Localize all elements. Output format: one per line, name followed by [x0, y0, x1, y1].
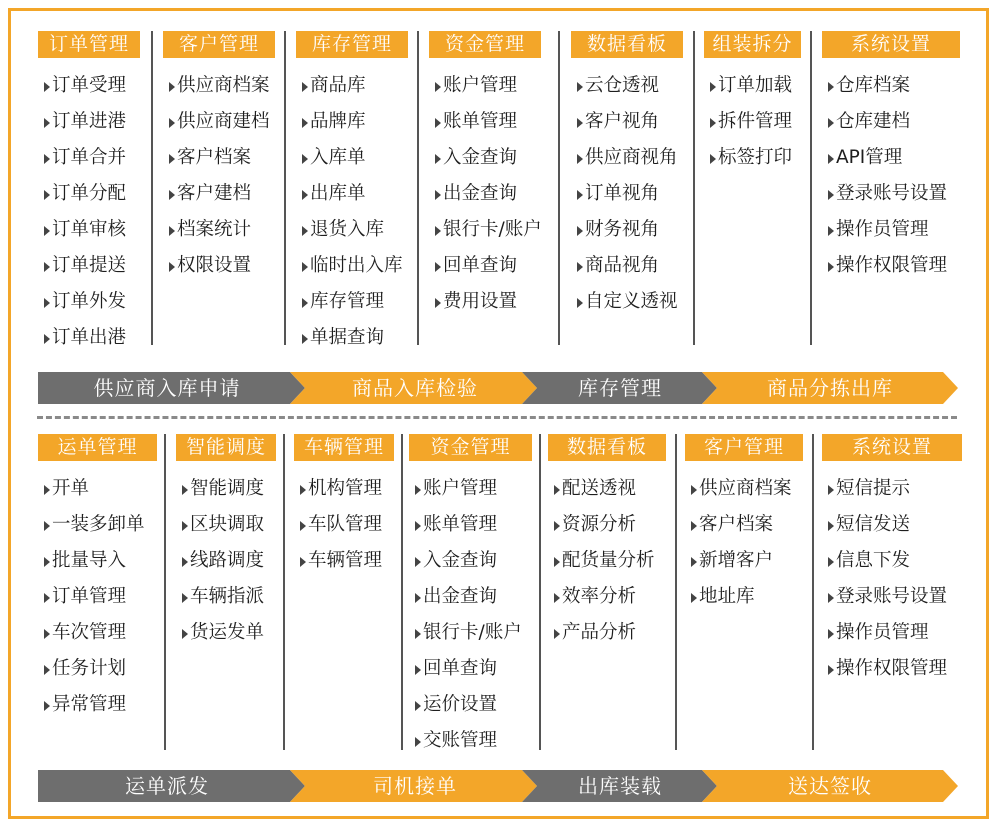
list-item-label: 退货入库 [310, 219, 385, 240]
list-item-label: 银行卡/账户 [423, 622, 522, 643]
list-item-label: 运价设置 [423, 694, 498, 715]
triangle-bullet-icon [44, 334, 50, 344]
triangle-bullet-icon [302, 298, 308, 308]
triangle-bullet-icon [828, 118, 834, 128]
list-item-label: 客户视角 [585, 111, 660, 132]
list-item-label: 一装多卸单 [52, 514, 145, 535]
column-divider [812, 434, 814, 750]
column-header: 数据看板 [548, 434, 666, 461]
list-item-label: 费用设置 [443, 291, 518, 312]
triangle-bullet-icon [577, 154, 583, 164]
column-divider [401, 434, 403, 750]
list-item-label: 出金查询 [423, 586, 498, 607]
list-item-label: 出库单 [310, 183, 366, 204]
triangle-bullet-icon [44, 521, 50, 531]
list-item-label: 银行卡/账户 [443, 219, 542, 240]
triangle-bullet-icon [828, 82, 834, 92]
triangle-bullet-icon [691, 485, 697, 495]
triangle-bullet-icon [577, 118, 583, 128]
triangle-bullet-icon [44, 593, 50, 603]
list-item-label: 供应商视角 [585, 147, 678, 168]
triangle-bullet-icon [435, 82, 441, 92]
triangle-bullet-icon [44, 190, 50, 200]
column-divider [164, 434, 166, 750]
triangle-bullet-icon [710, 82, 716, 92]
triangle-bullet-icon [828, 485, 834, 495]
list-item-label: 入库单 [310, 147, 366, 168]
section-divider [37, 416, 957, 419]
list-item-label: 操作员管理 [836, 219, 929, 240]
column-header: 组装拆分 [704, 31, 801, 58]
list-item-label: 交账管理 [423, 730, 498, 751]
triangle-bullet-icon [302, 118, 308, 128]
list-item-label: 配货量分析 [562, 550, 655, 571]
list-item-label: 订单进港 [52, 111, 127, 132]
triangle-bullet-icon [435, 118, 441, 128]
list-item-label: 标签打印 [718, 147, 793, 168]
list-item-label: 库存管理 [310, 291, 385, 312]
triangle-bullet-icon [435, 154, 441, 164]
list-item-label: 任务计划 [52, 658, 127, 679]
triangle-bullet-icon [182, 485, 188, 495]
list-item-label: 仓库档案 [836, 75, 911, 96]
list-item-label: 订单提送 [52, 255, 127, 276]
list-item-label: 商品库 [310, 75, 366, 96]
list-item-label: 开单 [52, 478, 90, 499]
triangle-bullet-icon [691, 521, 697, 531]
list-item-label: 登录账号设置 [836, 183, 948, 204]
list-item-label: 资源分析 [562, 514, 637, 535]
list-item-label: 客户档案 [177, 147, 252, 168]
list-item-label: 品牌库 [310, 111, 366, 132]
list-item-label: 货运发单 [190, 622, 265, 643]
triangle-bullet-icon [302, 226, 308, 236]
triangle-bullet-icon [554, 521, 560, 531]
triangle-bullet-icon [577, 262, 583, 272]
triangle-bullet-icon [44, 629, 50, 639]
column-header: 运单管理 [38, 434, 157, 461]
list-item-label: 档案统计 [177, 219, 252, 240]
triangle-bullet-icon [415, 521, 421, 531]
triangle-bullet-icon [182, 593, 188, 603]
list-item-label: 订单出港 [52, 327, 127, 348]
list-item-label: 产品分析 [562, 622, 637, 643]
list-item-label: 订单管理 [52, 586, 127, 607]
triangle-bullet-icon [577, 298, 583, 308]
list-item-label: 单据查询 [310, 327, 385, 348]
triangle-bullet-icon [182, 557, 188, 567]
column-header: 车辆管理 [294, 434, 394, 461]
flow-label-2: 司机接单 [373, 774, 457, 798]
triangle-bullet-icon [44, 298, 50, 308]
triangle-bullet-icon [44, 154, 50, 164]
list-item-label: 车辆指派 [190, 586, 265, 607]
list-item-label: 订单分配 [52, 183, 127, 204]
triangle-bullet-icon [44, 262, 50, 272]
triangle-bullet-icon [415, 557, 421, 567]
column-header: 订单管理 [38, 31, 140, 58]
column-header: 系统设置 [822, 434, 962, 461]
triangle-bullet-icon [44, 82, 50, 92]
list-item-label: 账单管理 [443, 111, 518, 132]
triangle-bullet-icon [435, 190, 441, 200]
triangle-bullet-icon [435, 226, 441, 236]
column-header: 客户管理 [163, 31, 275, 58]
list-item-label: 登录账号设置 [836, 586, 948, 607]
column-divider [810, 31, 812, 345]
triangle-bullet-icon [828, 262, 834, 272]
list-item-label: 自定义透视 [585, 291, 678, 312]
triangle-bullet-icon [828, 629, 834, 639]
list-item-label: 临时出入库 [310, 255, 403, 276]
triangle-bullet-icon [415, 485, 421, 495]
triangle-bullet-icon [44, 485, 50, 495]
list-item-label: 机构管理 [308, 478, 383, 499]
triangle-bullet-icon [554, 557, 560, 567]
list-item-label: 订单审核 [52, 219, 127, 240]
triangle-bullet-icon [169, 226, 175, 236]
triangle-bullet-icon [554, 485, 560, 495]
triangle-bullet-icon [169, 82, 175, 92]
triangle-bullet-icon [302, 334, 308, 344]
column-header: 系统设置 [822, 31, 960, 58]
triangle-bullet-icon [415, 665, 421, 675]
column-header: 客户管理 [685, 434, 803, 461]
column-header: 数据看板 [571, 31, 683, 58]
list-item-label: 车队管理 [308, 514, 383, 535]
list-item-label: 短信提示 [836, 478, 911, 499]
column-divider [558, 31, 560, 345]
column-divider [539, 434, 541, 750]
list-item-label: 权限设置 [177, 255, 252, 276]
list-item-label: 订单受理 [52, 75, 127, 96]
flow-label-2: 商品入库检验 [352, 376, 478, 400]
triangle-bullet-icon [44, 118, 50, 128]
list-item-label: 操作权限管理 [836, 255, 948, 276]
column-divider [693, 31, 695, 345]
list-item-label: 区块调取 [190, 514, 265, 535]
list-item-label: 短信发送 [836, 514, 911, 535]
list-item-label: 批量导入 [52, 550, 127, 571]
column-header: 库存管理 [296, 31, 408, 58]
list-item-label: 账单管理 [423, 514, 498, 535]
triangle-bullet-icon [300, 557, 306, 567]
list-item-label: 信息下发 [836, 550, 911, 571]
triangle-bullet-icon [169, 118, 175, 128]
list-item-label: 拆件管理 [718, 111, 793, 132]
flow-label-4: 商品分拣出库 [767, 376, 893, 400]
triangle-bullet-icon [415, 629, 421, 639]
triangle-bullet-icon [828, 665, 834, 675]
triangle-bullet-icon [710, 118, 716, 128]
column-header: 智能调度 [176, 434, 276, 461]
flow-label-3: 库存管理 [578, 376, 662, 400]
flow-label-4: 送达签收 [788, 774, 872, 798]
list-item-label: 车辆管理 [308, 550, 383, 571]
triangle-bullet-icon [302, 154, 308, 164]
list-item-label: 财务视角 [585, 219, 660, 240]
triangle-bullet-icon [435, 298, 441, 308]
list-item-label: 线路调度 [190, 550, 265, 571]
list-item-label: 地址库 [699, 586, 755, 607]
list-item-label: 出金查询 [443, 183, 518, 204]
list-item-label: 供应商建档 [177, 111, 270, 132]
list-item-label: API管理 [836, 147, 903, 168]
list-item-label: 订单视角 [585, 183, 660, 204]
triangle-bullet-icon [577, 82, 583, 92]
list-item-label: 智能调度 [190, 478, 265, 499]
triangle-bullet-icon [577, 190, 583, 200]
triangle-bullet-icon [415, 737, 421, 747]
triangle-bullet-icon [828, 190, 834, 200]
triangle-bullet-icon [302, 82, 308, 92]
list-item-label: 配送透视 [562, 478, 637, 499]
column-divider [151, 31, 153, 345]
list-item-label: 账户管理 [423, 478, 498, 499]
triangle-bullet-icon [435, 262, 441, 272]
list-item-label: 入金查询 [423, 550, 498, 571]
column-divider [675, 434, 677, 750]
triangle-bullet-icon [182, 629, 188, 639]
triangle-bullet-icon [415, 701, 421, 711]
list-item-label: 订单合并 [52, 147, 127, 168]
list-item-label: 操作权限管理 [836, 658, 948, 679]
triangle-bullet-icon [828, 557, 834, 567]
triangle-bullet-icon [300, 485, 306, 495]
list-item-label: 入金查询 [443, 147, 518, 168]
triangle-bullet-icon [44, 226, 50, 236]
triangle-bullet-icon [691, 593, 697, 603]
triangle-bullet-icon [169, 262, 175, 272]
flow-label-1: 供应商入库申请 [93, 376, 241, 400]
list-item-label: 操作员管理 [836, 622, 929, 643]
triangle-bullet-icon [415, 593, 421, 603]
triangle-bullet-icon [169, 154, 175, 164]
list-item-label: 账户管理 [443, 75, 518, 96]
triangle-bullet-icon [554, 629, 560, 639]
list-item-label: 新增客户 [699, 550, 774, 571]
triangle-bullet-icon [710, 154, 716, 164]
flow-label-1: 运单派发 [125, 774, 209, 798]
flow-label-3: 出库装载 [578, 774, 662, 798]
triangle-bullet-icon [828, 521, 834, 531]
list-item-label: 异常管理 [52, 694, 127, 715]
column-divider [417, 31, 419, 345]
triangle-bullet-icon [302, 190, 308, 200]
triangle-bullet-icon [554, 593, 560, 603]
list-item-label: 客户档案 [699, 514, 774, 535]
list-item-label: 订单外发 [52, 291, 127, 312]
list-item-label: 回单查询 [423, 658, 498, 679]
list-item-label: 供应商档案 [177, 75, 270, 96]
list-item-label: 效率分析 [562, 586, 637, 607]
triangle-bullet-icon [44, 701, 50, 711]
triangle-bullet-icon [828, 593, 834, 603]
triangle-bullet-icon [300, 521, 306, 531]
triangle-bullet-icon [691, 557, 697, 567]
column-header: 资金管理 [409, 434, 532, 461]
list-item-label: 云仓透视 [585, 75, 660, 96]
column-header: 资金管理 [429, 31, 541, 58]
list-item-label: 车次管理 [52, 622, 127, 643]
column-divider [283, 434, 285, 750]
triangle-bullet-icon [44, 665, 50, 675]
triangle-bullet-icon [828, 226, 834, 236]
triangle-bullet-icon [44, 557, 50, 567]
triangle-bullet-icon [169, 190, 175, 200]
triangle-bullet-icon [302, 262, 308, 272]
list-item-label: 仓库建档 [836, 111, 911, 132]
column-divider [284, 31, 286, 345]
list-item-label: 供应商档案 [699, 478, 792, 499]
list-item-label: 客户建档 [177, 183, 252, 204]
triangle-bullet-icon [577, 226, 583, 236]
bottom-flow-bar [38, 770, 958, 802]
top-flow-bar [38, 372, 958, 404]
triangle-bullet-icon [182, 521, 188, 531]
list-item-label: 订单加载 [718, 75, 793, 96]
list-item-label: 商品视角 [585, 255, 660, 276]
triangle-bullet-icon [828, 154, 834, 164]
list-item-label: 回单查询 [443, 255, 518, 276]
